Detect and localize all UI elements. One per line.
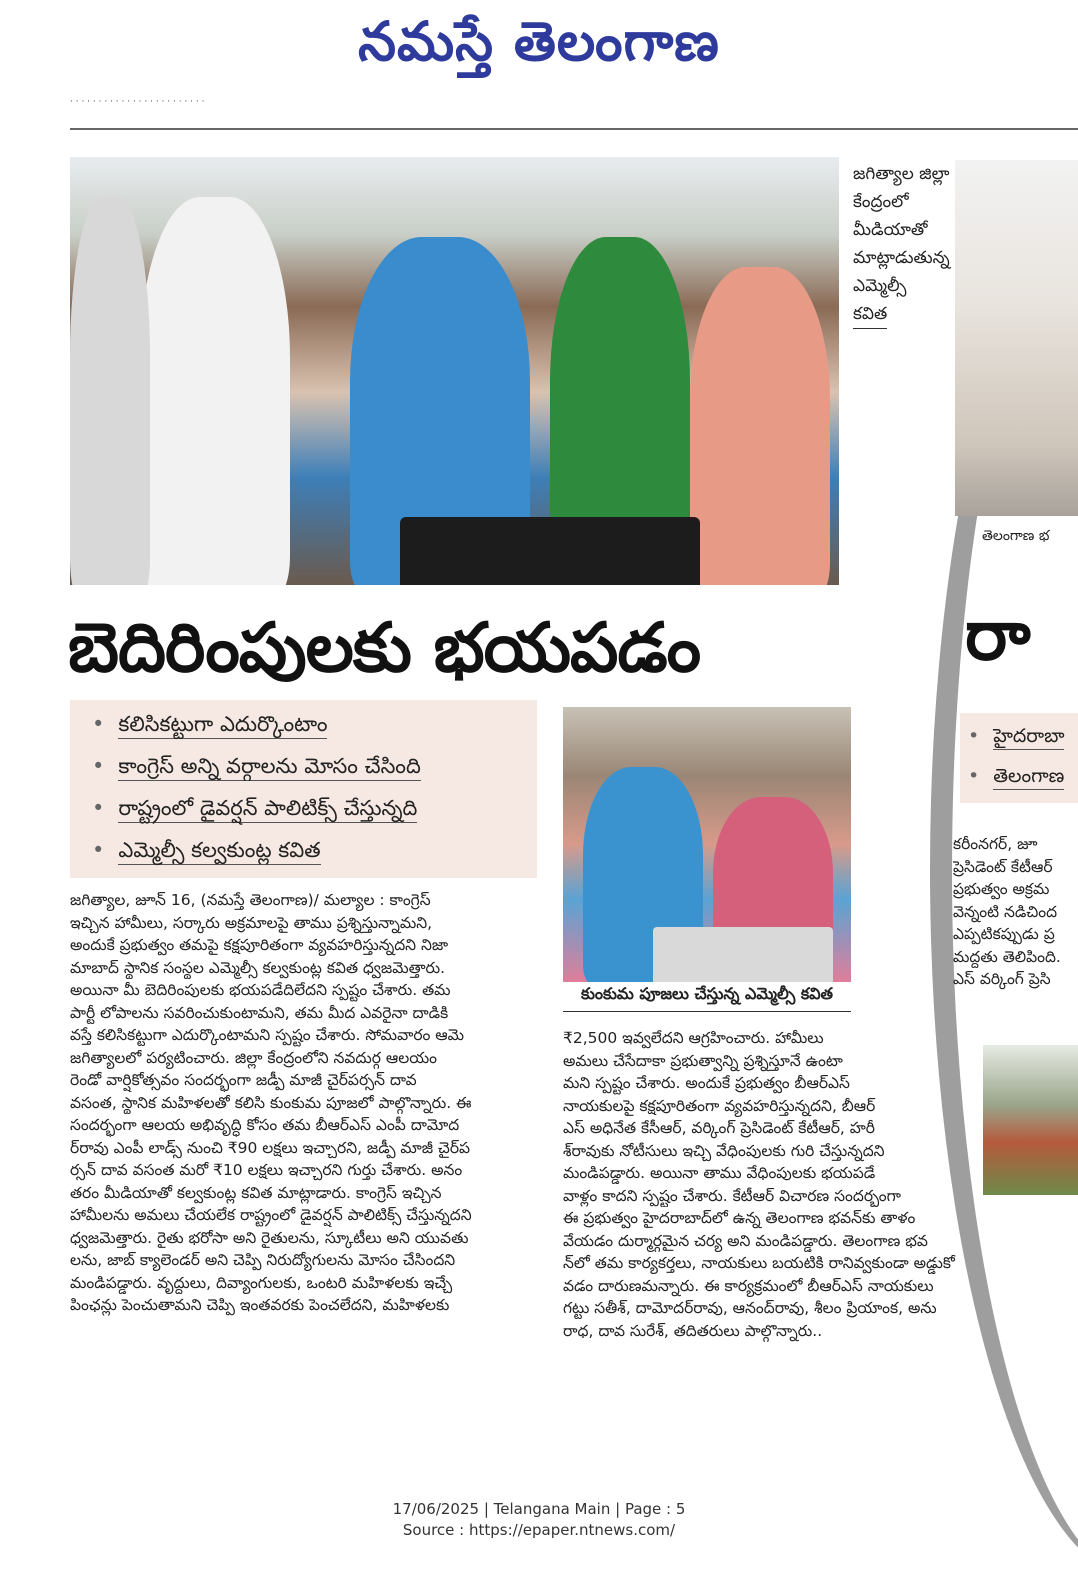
article-line: రాధ, దావ సురేశ్, తదితరులు పాల్గొన్నారు.. (563, 1321, 823, 1340)
masthead-divider (70, 128, 1078, 130)
article-line: మాబాద్ స్థానిక సంస్థల ఎమ్మెల్సీ కల్వకుంట్ల కవిత ధ్వజమెత్తారు. (70, 958, 446, 977)
article-line: మద్దతు తెలిపింది. (953, 947, 1061, 966)
article-line: కరీంనగర్, జూ (953, 835, 1038, 853)
masthead-title: నమస్తే తెలంగాణ (358, 9, 720, 73)
highlight-text: రాష్ట్రంలో డైవర్షన్ పాలిటిక్స్ చేస్తున్నది (118, 796, 417, 823)
right-small-photo (983, 1045, 1078, 1195)
article-line: జగిత్యాలలో పర్యటించారు. జిల్లా కేంద్రంలోని నవదుర్గ ఆలయం (70, 1048, 437, 1067)
highlight-item: • కలిసికట్టుగా ఎదుర్కొంటాం (92, 712, 327, 742)
article-line: ఎస్ అధినేత కేసీఆర్, వర్కింగ్ ప్రెసిడెంట్ కేటీఆర్, హరీ (563, 1119, 875, 1137)
highlight-item: • హైదరాబా (968, 725, 1064, 752)
article-line: వసంత, స్థానిక మహిళలతో కలిసి కుంకుమ పూజలో పాల్గొన్నారు. ఈ (70, 1093, 472, 1112)
caption-line: కేంద్రంలో (853, 192, 909, 212)
caption-line: మీడియాతో (853, 220, 928, 240)
article-line: ధ్వజమెత్తారు. రైతు భరోసా అని రైతులను, స్కూటీలు అని యువతు (70, 1228, 469, 1247)
main-photo (70, 157, 839, 585)
highlight-text: ఎమ్మెల్సీ కల్వకుంట్ల కవిత (118, 838, 320, 865)
headline: బెదిరింపులకు భయపడం (68, 609, 701, 688)
article-line: హామీలను అమలు చేయలేక రాష్ట్రంలో డైవర్షన్ పాలిటిక్స్ చేస్తున్నదని (70, 1206, 472, 1224)
footer-source: Source : https://epaper.ntnews.com/ (402, 1521, 676, 1539)
article-line: మని స్పష్టం చేశారు. అందుకే ప్రభుత్వం బీఆర్‌ఎస్ (563, 1074, 850, 1092)
highlights-box (70, 700, 537, 878)
highlight-text: కాంగ్రెస్ అన్ని వర్గాలను మోసం చేసింది (118, 754, 420, 781)
right-highlights-box (960, 713, 1078, 803)
article-line: ₹2,500 ఇవ్వలేదని ఆగ్రహించారు. హామీలు (563, 1029, 824, 1047)
kumkuma-puja-photo (563, 707, 851, 982)
article-line: పార్టీ లోపాలను సవరించుకుంటామని, తమ మీద ఎవరైనా దాడికి (70, 1003, 449, 1022)
highlight-text: హైదరాబా (993, 725, 1064, 750)
highlight-text: తెలంగాణ (993, 765, 1064, 790)
article-line: వెన్నంటి నడిచింద (953, 902, 1058, 921)
caption-line: కవిత (853, 300, 887, 329)
article-line: మండిపడ్డారు. అయినా తాము వేధింపులకు భయపడే (563, 1164, 876, 1182)
article-line: తరం మీడియాతో కల్వకుంట్ల కవిత మాట్లాడారు. కాంగ్రెస్ ఇచ్చిన (70, 1183, 442, 1202)
caption-line: ఎమ్మెల్సీ (853, 276, 907, 296)
article-line: అందుకే ప్రభుత్వం తమపై కక్షపూరితంగా వ్యవహరిస్తున్నదని నిజా (70, 936, 449, 954)
right-photo-caption: తెలంగాణ భ (982, 528, 1050, 544)
article-line: గట్టు సతీశ్, దామోదర్‌రావు, ఆనంద్‌రావు, శీలం ప్రియాంక, అను (563, 1299, 937, 1317)
article-column-3 (953, 833, 1078, 991)
article-line: అయినా మీ బెదిరింపులకు భయపడేదిలేదని స్పష్టం చేశారు. తమ (70, 981, 451, 999)
article-line: న్‌లో తమ కార్యకర్తలు, నాయకులు బయటికి రానివ్వకుండా అడ్డుకో (563, 1254, 955, 1272)
article-line: మండిపడ్డారు. వృద్ధులు, దివ్యాంగులకు, ఒంటరి మహిళలకు ఇచ్చే (70, 1273, 453, 1292)
article-line: ఎప్పటికప్పుడు ప్ర (953, 925, 1055, 943)
highlight-text: కలిసికట్టుగా ఎదుర్కొంటాం (118, 712, 327, 739)
article-line: నాయకులపై కక్షపూరితంగా వ్యవహరిస్తున్నదని, బీఆర్ (563, 1096, 876, 1115)
right-photo (955, 160, 1078, 516)
article-line: ర్‌రావు ఎంపీ లాడ్స్ నుంచి ₹90 లక్షలు ఇచ్చారని, జడ్పీ మాజీ చైర్‌ప (70, 1138, 471, 1157)
article-column-1 (70, 889, 538, 1317)
article-line: ప్రభుత్వం అక్రమ (953, 880, 1050, 898)
right-headline: రా (965, 594, 1031, 676)
caption-line: జగిత్యాల జిల్లా (853, 164, 950, 184)
article-line: లను, జాబ్ క్యాలెండర్ అని చెప్పి నిరుద్యోగులను మోసం చేసిందని (70, 1251, 456, 1269)
article-line: వేయడం దుర్మార్గమైన చర్య అని మండిపడ్డారు. తెలంగాణ భవ (563, 1231, 928, 1250)
article-line: వడం దారుణమన్నారు. ఈ కార్యక్రమంలో బీఆర్‌ఎస్ నాయకులు (563, 1276, 934, 1295)
article-line: అమలు చేసేదాకా ప్రభుత్వాన్ని ప్రశ్నిస్తూనే ఉంటా (563, 1051, 843, 1070)
highlight-item: • రాష్ట్రంలో డైవర్షన్ పాలిటిక్స్ చేస్తున్నది (92, 796, 417, 826)
caption-line: మాట్లాడుతున్న (853, 248, 950, 268)
article-line: రెండో వార్షికోత్సవం సందర్భంగా జడ్పీ మాజీ చైర్‌పర్సన్ దావ (70, 1071, 417, 1089)
highlight-item: • కాంగ్రెస్ అన్ని వర్గాలను మోసం చేసింది (92, 754, 421, 784)
photo2-caption: కుంకుమ పూజలు చేస్తున్న ఎమ్మెల్సీ కవిత (563, 984, 851, 1012)
footer-date-page: 17/06/2025 | Telangana Main | Page : 5 (392, 1500, 686, 1518)
article-line: శ్‌రావుకు నోటీసులు ఇచ్చి వేధింపులకు గురి చేస్తున్నదని (563, 1141, 885, 1160)
article-line: పింఛన్లు పెంచుతామని చెప్పి ఇంతవరకు పెంచలేదని, మహిళలకు (70, 1296, 450, 1314)
article-line: ఎస్ వర్కింగ్ ప్రెసి (953, 970, 1051, 988)
article-line: వస్తే కలిసికట్టుగా ఎదుర్కొంటామని స్పష్టం చేశారు. సోమవారం ఆమె (70, 1026, 465, 1044)
article-line: ర్సన్ దావ వసంత మరో ₹10 లక్షలు ఇచ్చారని గుర్తు చేశారు. అనం (70, 1161, 463, 1179)
highlight-item: • ఎమ్మెల్సీ కల్వకుంట్ల కవిత (92, 838, 321, 868)
highlight-item: • తెలంగాణ (968, 765, 1064, 792)
article-line: జగిత్యాల, జూన్ 16, (నమస్తే తెలంగాణ)/ మల్యాల : కాంగ్రెస్ (70, 891, 431, 909)
article-line: ప్రెసిడెంట్ కేటీఆర్ (953, 857, 1053, 876)
article-line: ఈ ప్రభుత్వం హైదరాబాద్‌లో ఉన్న తెలంగాణ భవన్‌కు తాళం (563, 1209, 916, 1227)
article-column-2 (563, 1027, 1023, 1342)
article-line: వాళ్లం కాదని స్పష్టం చేశారు. కేటీఆర్ విచారణ సందర్భంగా (563, 1186, 901, 1205)
top-strip-text: · · · · · · · · · · · · · · · · · · · · · · · · (70, 97, 205, 107)
article-line: సందర్భంగా ఆలయ అభివృద్ధి కోసం తమ బీఆర్‌ఎస్ ఎంపీ దామోద (70, 1116, 460, 1134)
article-line: ఇచ్చిన హామీలు, సర్కారు అక్రమాలపై తాము ప్రశ్నిస్తున్నామని, (70, 913, 433, 932)
